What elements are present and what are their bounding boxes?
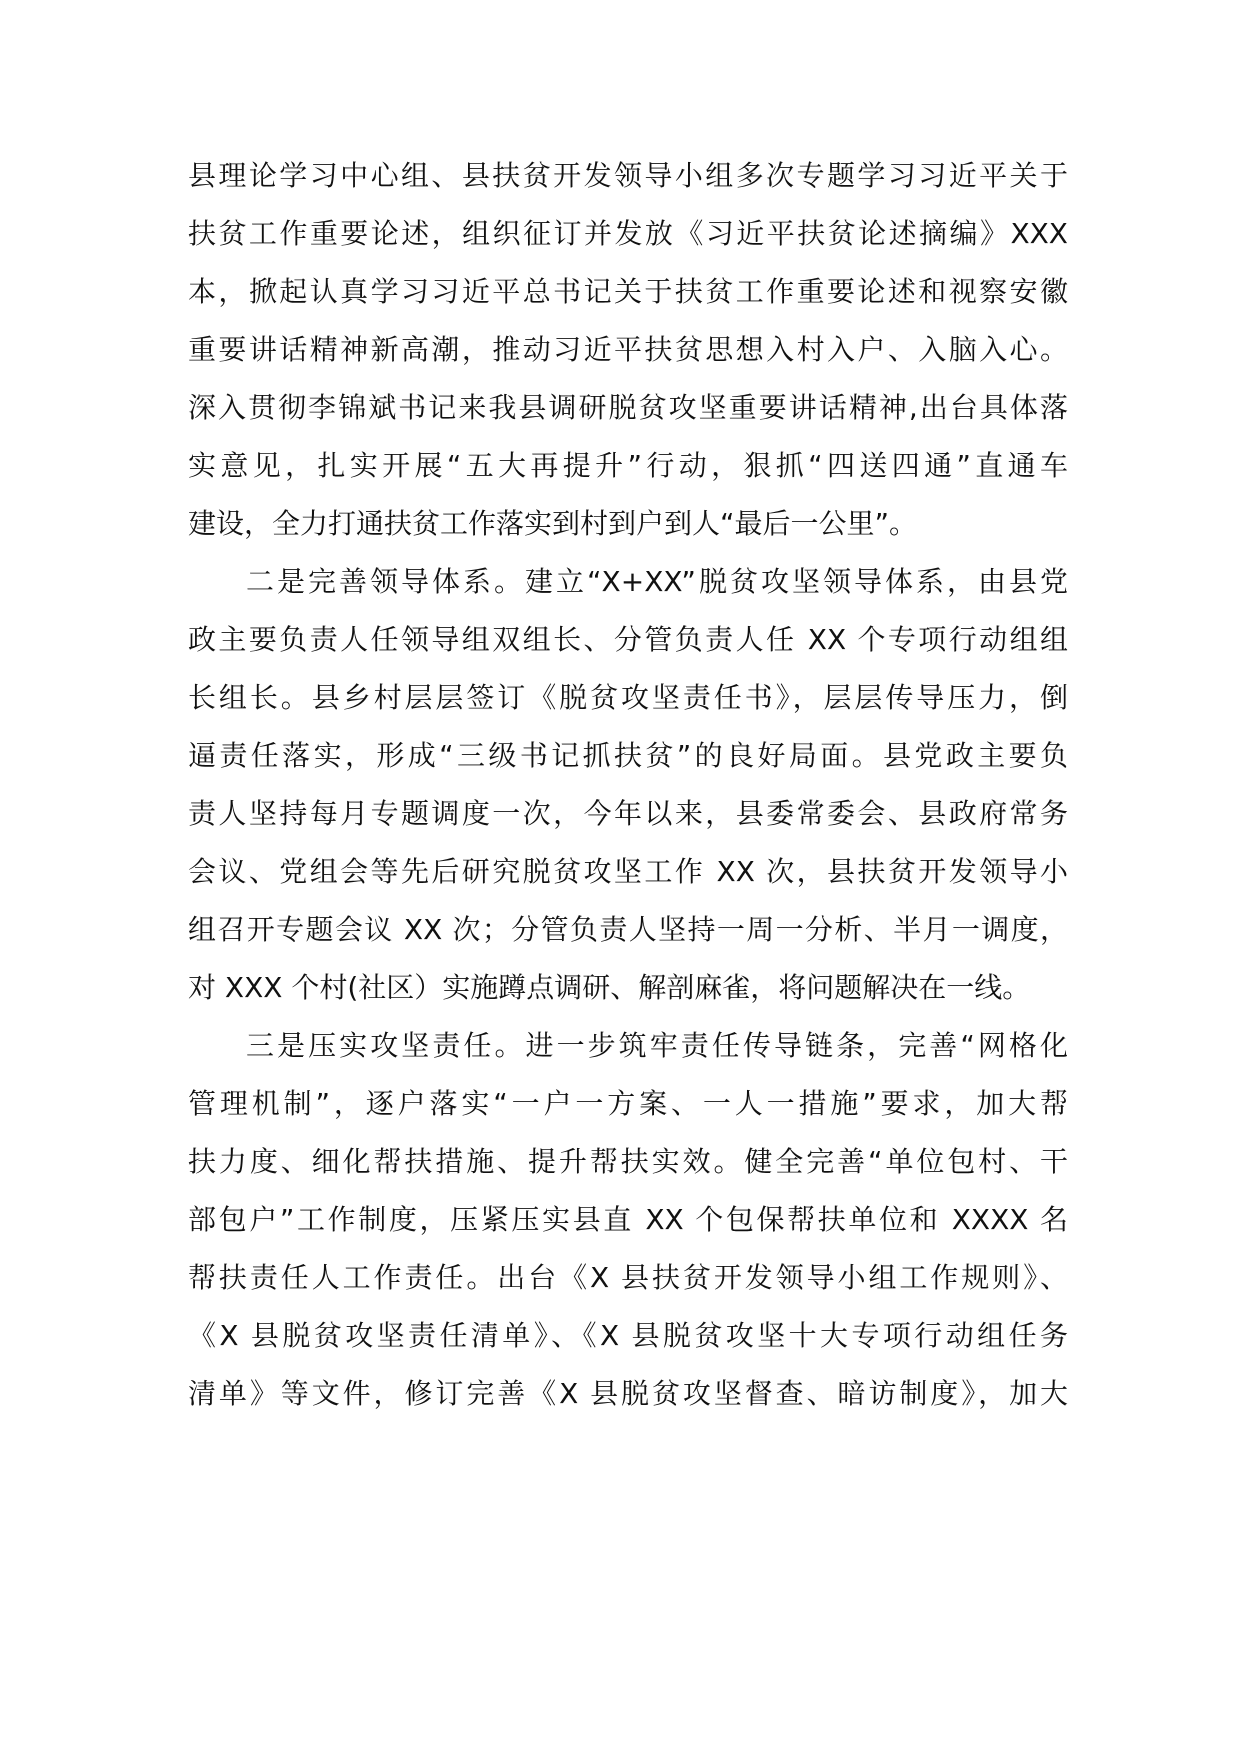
text-line: 实意见，扎实开展“五大再提升”行动，狠抓“四送四通”直通车	[188, 449, 1068, 482]
text-line: 扶力度、细化帮扶措施、提升帮扶实效。健全完善“单位包村、干	[188, 1145, 1068, 1178]
text-line: 县理论学习中心组、县扶贫开发领导小组多次专题学习习近平关于	[188, 159, 1068, 192]
text-line: 深入贯彻李锦斌书记来我县调研脱贫攻坚重要讲话精神,出台具体落	[188, 391, 1068, 424]
text-line: 重要讲话精神新高潮，推动习近平扶贫思想入村入户、入脑入心。	[188, 333, 1068, 366]
text-line: 会议、党组会等先后研究脱贫攻坚工作 XX 次，县扶贫开发领导小	[188, 855, 1068, 888]
text-line: 管理机制”，逐户落实“一户一方案、一人一措施”要求，加大帮	[188, 1087, 1068, 1120]
text-line: 《X 县脱贫攻坚责任清单》、《X 县脱贫攻坚十大专项行动组任务	[188, 1319, 1068, 1352]
text-line: 对 XXX 个村(社区）实施蹲点调研、解剖麻雀，将问题解决在一线。	[188, 971, 1031, 1004]
paragraph-start-line: 二是完善领导体系。建立“X+XX”脱贫攻坚领导体系，由县党	[246, 565, 1068, 598]
text-line: 逼责任落实，形成“三级书记抓扶贫”的良好局面。县党政主要负	[188, 739, 1068, 772]
text-line: 责人坚持每月专题调度一次，今年以来，县委常委会、县政府常务	[188, 797, 1068, 830]
text-line: 政主要负责人任领导组双组长、分管负责人任 XX 个专项行动组组	[188, 623, 1068, 656]
text-line: 帮扶责任人工作责任。出台《X 县扶贫开发领导小组工作规则》、	[188, 1261, 1068, 1294]
paragraph-start-line: 三是压实攻坚责任。进一步筑牢责任传导链条，完善“网格化	[246, 1029, 1068, 1062]
text-line: 本，掀起认真学习习近平总书记关于扶贫工作重要论述和视察安徽	[188, 275, 1068, 308]
text-line: 扶贫工作重要论述，组织征订并发放《习近平扶贫论述摘编》XXX	[188, 217, 1068, 250]
text-line: 长组长。县乡村层层签订《脱贫攻坚责任书》，层层传导压力，倒	[188, 681, 1068, 714]
text-line: 建设，全力打通扶贫工作落实到村到户到人“最后一公里”。	[188, 507, 918, 540]
text-line: 清单》等文件，修订完善《X 县脱贫攻坚督查、暗访制度》，加大	[188, 1377, 1068, 1410]
text-line: 组召开专题会议 XX 次；分管负责人坚持一周一分析、半月一调度，	[188, 913, 1068, 946]
text-line: 部包户”工作制度，压紧压实县直 XX 个包保帮扶单位和 XXXX 名	[188, 1203, 1068, 1236]
